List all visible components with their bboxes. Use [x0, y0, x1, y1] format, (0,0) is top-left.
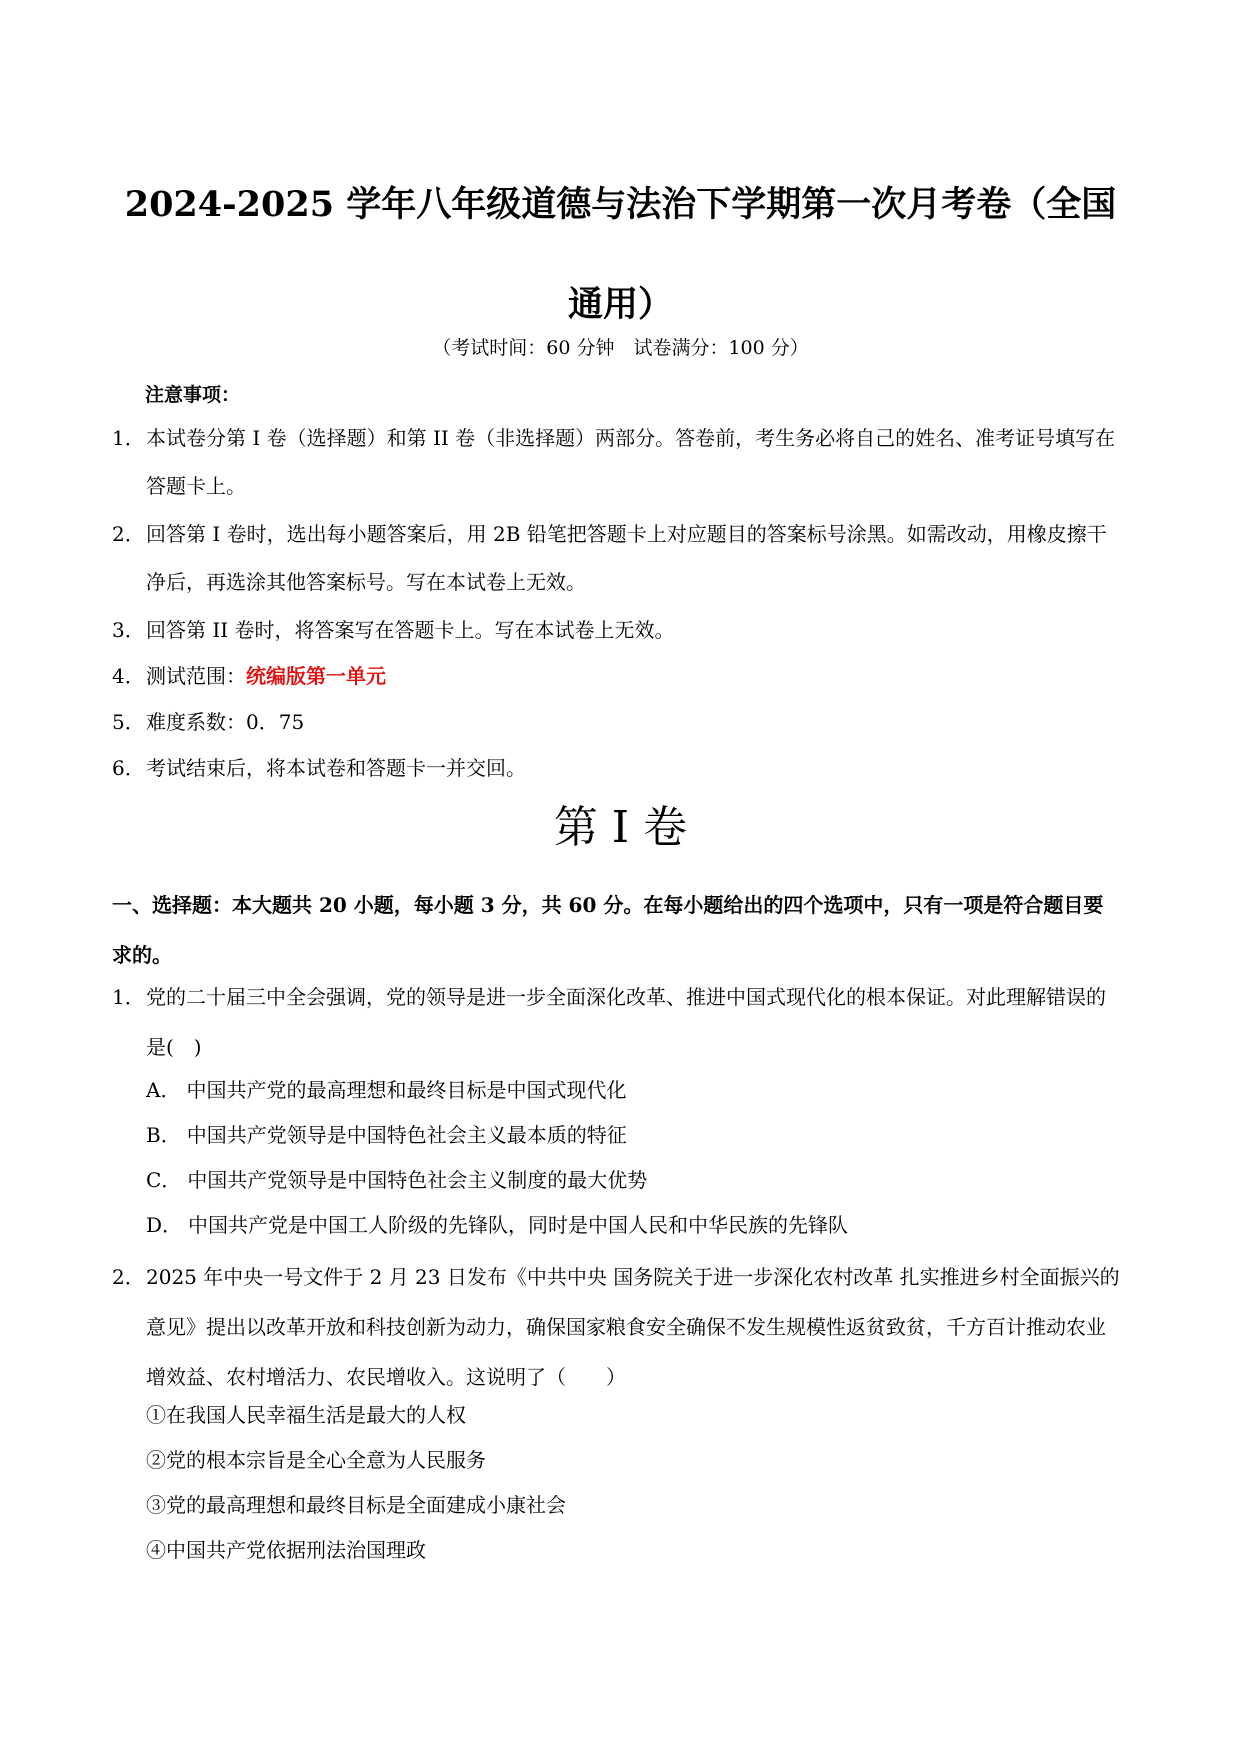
notice-item-text: 考试结束后，将本试卷和答题卡一并交回。 — [146, 756, 526, 780]
option-d — [146, 1210, 848, 1240]
option-text: 中国共产党的最高理想和最终目标是中国式现代化 — [186, 1078, 627, 1102]
statement-2: ②党的根本宗旨是全心全意为人民服务 — [146, 1448, 486, 1472]
option-text: 中国共产党是中国工人阶级的先锋队，同时是中国人民和中华民族的先锋队 — [188, 1213, 849, 1237]
notice-item-text — [146, 652, 1122, 700]
question-number: 1． — [112, 985, 145, 1009]
test-scope-highlight: 统编版第一单元 — [246, 664, 386, 688]
notice-item-text: 难度系数：0．75 — [146, 710, 305, 734]
question-number: 2． — [112, 1265, 145, 1289]
option-letter: D． — [146, 1213, 183, 1237]
option-text: 中国共产党领导是中国特色社会主义制度的最大优势 — [187, 1168, 648, 1192]
notice-heading: 注意事项： — [145, 384, 241, 406]
notice-item-number: 4． — [112, 664, 145, 688]
notice-item — [112, 652, 1122, 700]
part-heading: 一、选择题：本大题共 20 小题，每小题 3 分，共 60 分。在每小题给出的四个选项中，只有一项是符合题目要求的。 — [112, 893, 1104, 967]
notice-item-number: 1． — [112, 426, 145, 450]
notice-item-number: 5． — [112, 710, 145, 734]
option-c — [146, 1165, 647, 1195]
option-letter: B． — [146, 1123, 181, 1147]
statement-1: ①在我国人民幸福生活是最大的人权 — [146, 1403, 466, 1427]
notice-item-text: 回答第 I 卷时，选出每小题答案后，用 2B 铅笔把答题卡上对应题目的答案标号涂黑。如需改动，用橡皮擦干净后，再选涂其他答案标号。写在本试卷上无效。 — [146, 522, 1107, 594]
exam-subtitle: （考试时间：60 分钟 试卷满分：100 分） — [432, 337, 809, 359]
notice-item-number: 2． — [112, 522, 145, 546]
section-title: 第 I 卷 — [553, 802, 688, 853]
notice-item-number: 6． — [112, 756, 145, 780]
option-a — [146, 1075, 626, 1105]
notice-item — [112, 744, 1122, 792]
question-stem: 2025 年中央一号文件于 2 月 23 日发布《中共中央 国务院关于进一步深化农村改革 扎实推进乡村全面振兴的意见》提出以改革开放和科技创新为动力，确保国家粮食安全确保不发生规模性返贫致贫，千方百计推动农业增效益、农村增活力、农民增收入。这说明了（ ） — [146, 1265, 1120, 1389]
option-text: 中国共产党领导是中国特色社会主义最本质的特征 — [186, 1123, 627, 1147]
notice-item — [112, 414, 1122, 510]
notice-item-text: 本试卷分第 I 卷（选择题）和第 II 卷（非选择题）两部分。答卷前，考生务必将自己的姓名、准考证号填写在答题卡上。 — [146, 426, 1116, 498]
question-2 — [112, 1252, 1122, 1402]
statement-3: ③党的最高理想和最终目标是全面建成小康社会 — [146, 1493, 566, 1517]
notice-item — [112, 606, 1122, 654]
option-b — [146, 1120, 627, 1150]
question-stem: 党的二十届三中全会强调，党的领导是进一步全面深化改革、推进中国式现代化的根本保证。对此理解错误的是( ) — [146, 985, 1106, 1059]
option-letter: A． — [146, 1078, 181, 1102]
notice-item-text: 回答第 II 卷时，将答案写在答题卡上。写在本试卷上无效。 — [146, 618, 675, 642]
option-letter: C． — [146, 1168, 182, 1192]
notice-item-number: 3． — [112, 618, 145, 642]
exam-title: 2024-2025 学年八年级道德与法治下学期第一次月考卷（全国通用） — [124, 184, 1117, 325]
notice-item-label: 测试范围： — [146, 664, 246, 688]
statement-4: ④中国共产党依据刑法治国理政 — [146, 1538, 426, 1562]
notice-item — [112, 510, 1122, 606]
question-1 — [112, 972, 1122, 1072]
notice-item — [112, 698, 1122, 746]
